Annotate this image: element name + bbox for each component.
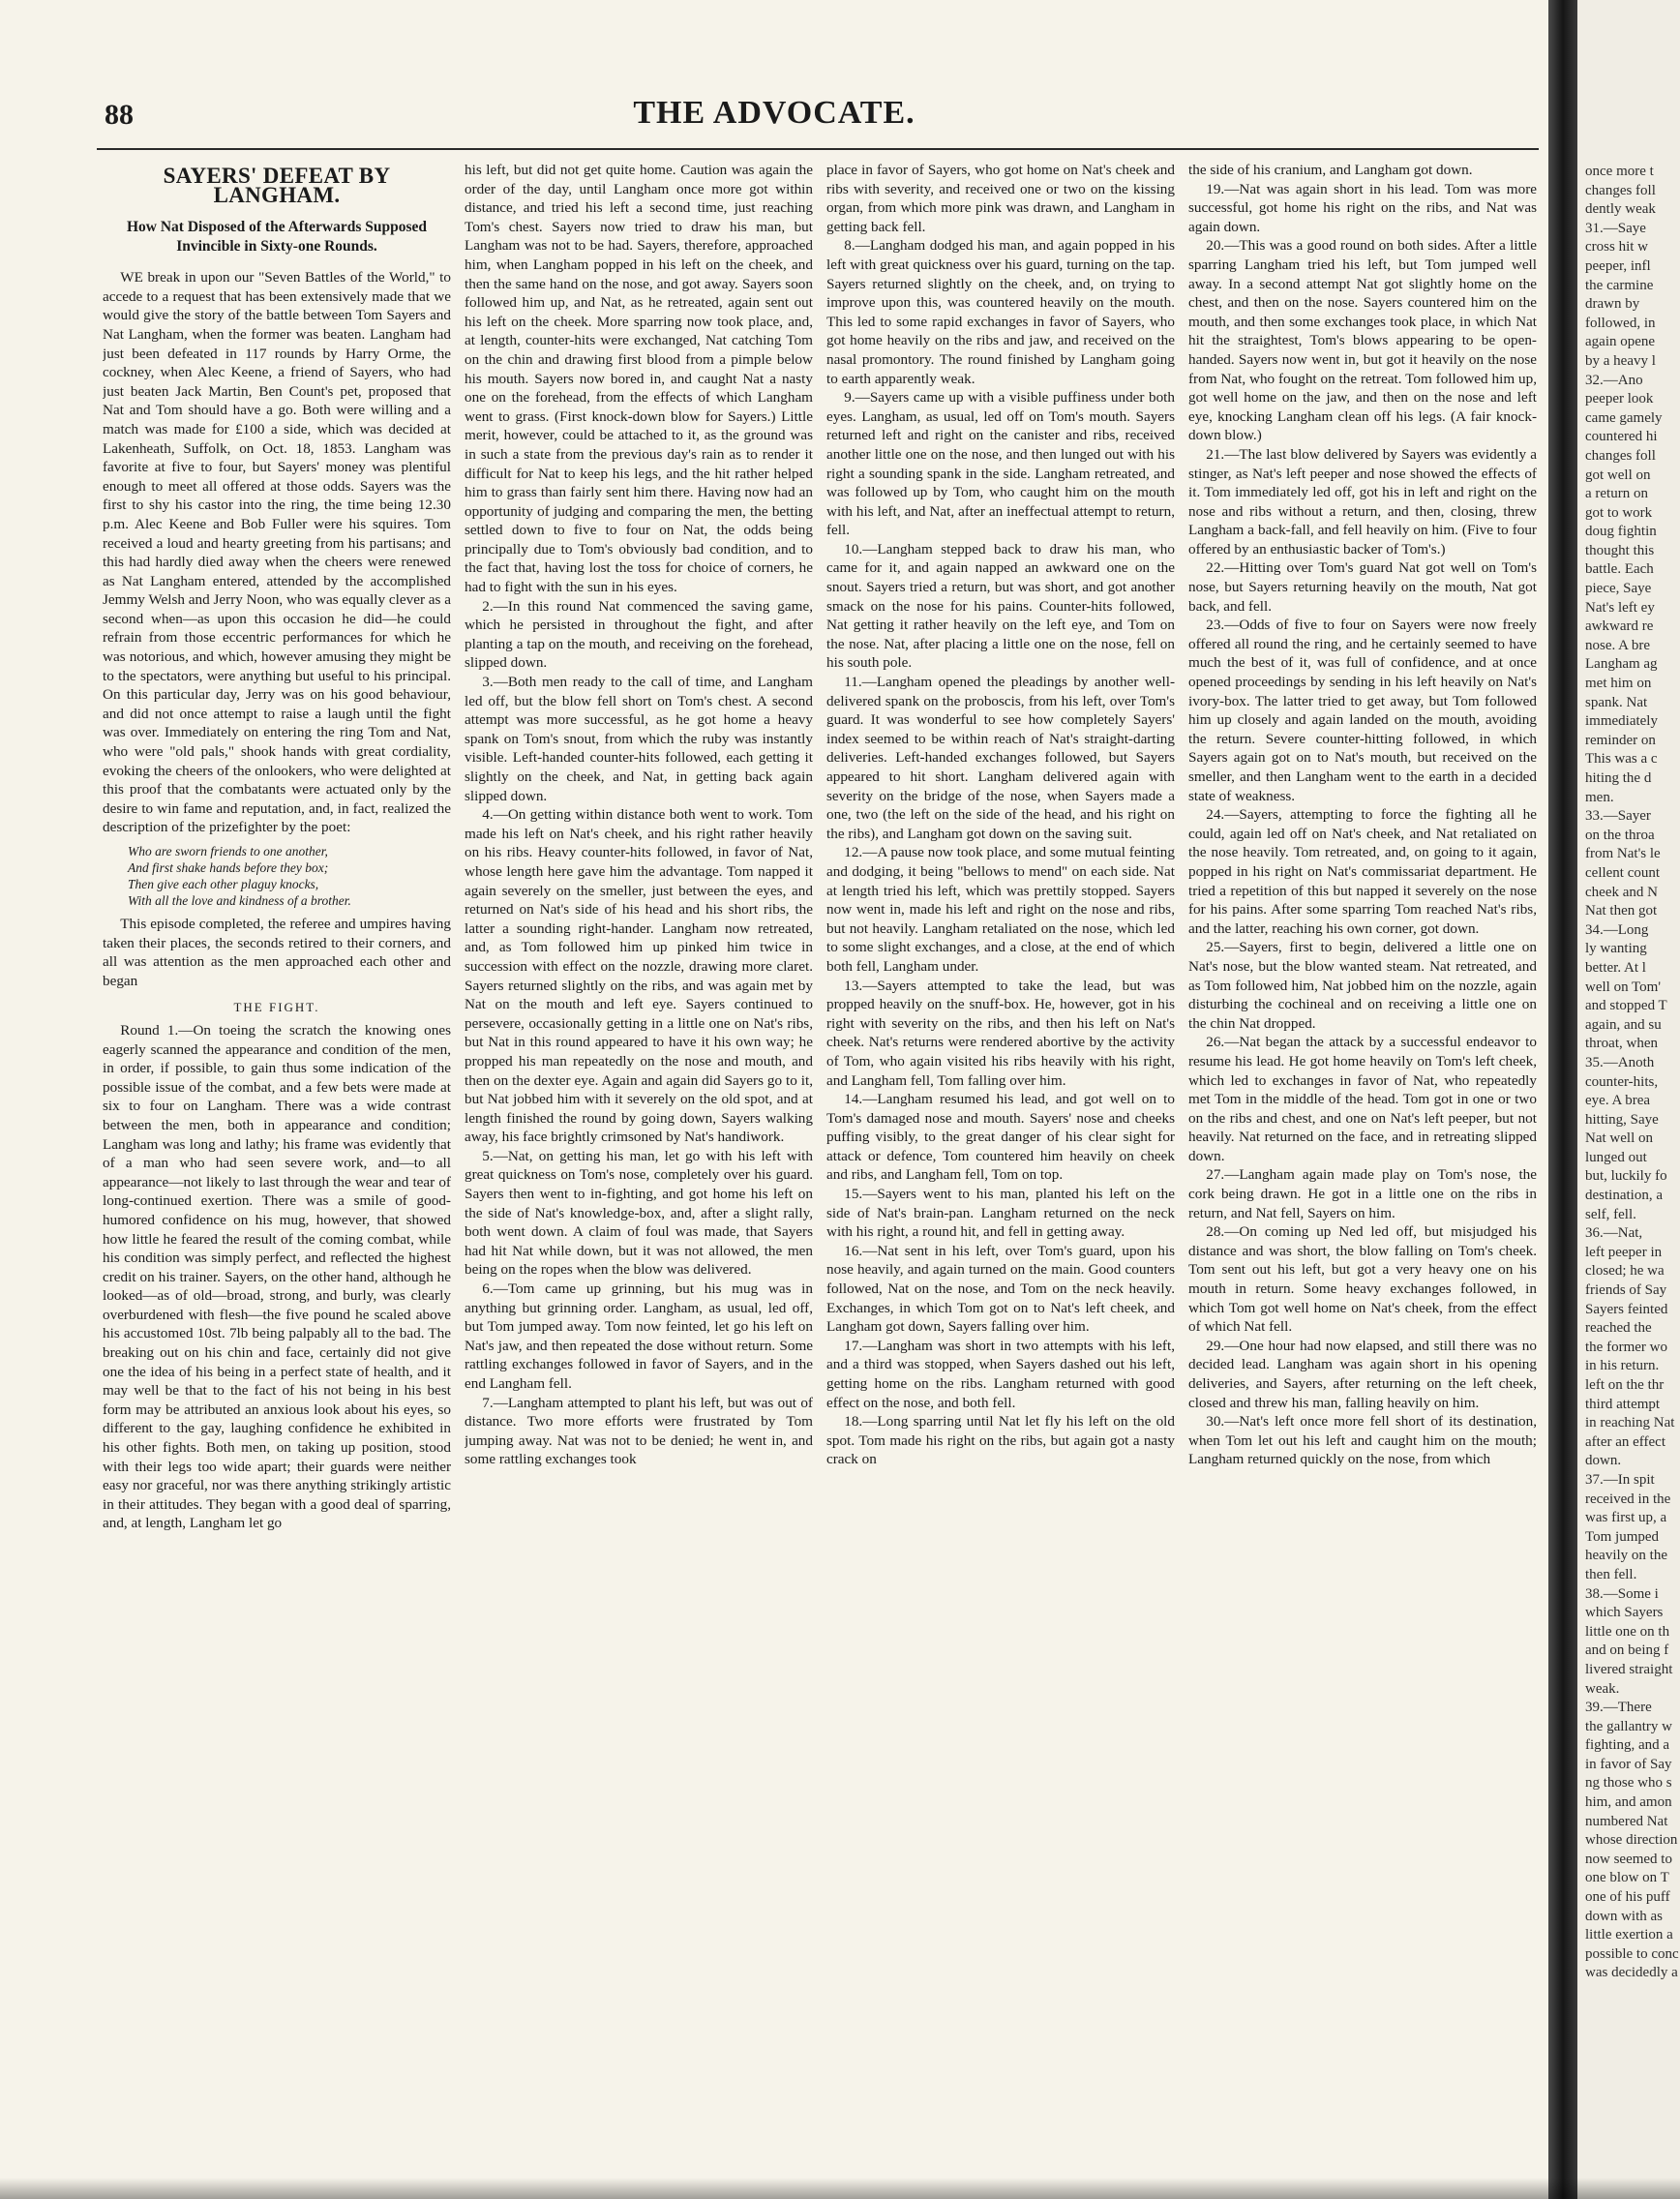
round-paragraph: 30.—Nat's left once more fell short of its destination, when Tom let out his left and caught him on the mouth; Langham returned quickly on the nose, from which — [1188, 1413, 1537, 1468]
round-paragraph: 4.—On getting within distance both went to work. Tom made his left on Nat's cheek, and his right rather heavily on his ribs. Heavy counter-hits followed, in favor of Nat, whose length here gave him the advantage. Tom napped it again severely on the smeller, just between the eyes, and returned on Nat's side of his head and his short ribs, the latter a sounding right-hander. Langham now retreated, and, as Tom followed him up pinked him twice in succession with effect on the nozzle, drawing more claret. Sayers returned slightly on the ribs, and was again met by Nat on the mouth and left eye. Sayers continued to persevere, occasionally getting in a little one on Nat's ribs, but Nat in this round appeared to have it his own way; he propped his man repeatedly on the nose and mouth, and then on the dexter eye. Again and again did Sayers go to it, but Nat jobbed him with it severely on the old spot, and at length finished the round by going down, Sayers walking away, his face brightly crimsoned by Nat's handiwork. — [465, 806, 813, 1146]
article-columns — [103, 161, 1539, 2154]
poem-line: Who are sworn friends to one another, — [128, 844, 328, 859]
fragment-line: met him on — [1585, 676, 1652, 692]
round-paragraph: 15.—Sayers went to his man, planted his left on the side of Nat's brain-pan. Langham returned on the neck with his right, a round hit, and fell in getting away. — [826, 1186, 1175, 1241]
fragment-line: awkward re — [1585, 618, 1654, 635]
fragment-line: lunged out — [1585, 1149, 1647, 1165]
fragment-line: 33.—Sayer — [1585, 808, 1651, 825]
fragment-line: dently weak — [1585, 201, 1656, 218]
fragment-line: ly wanting — [1585, 941, 1647, 957]
round-paragraph: 26.—Nat began the attack by a successful endeavor to resume his lead. He got home heavily on Tom's left cheek, which led to exchanges in favor of Nat, who repeatedly met Tom in the middle of the head. Tom got in one or two on the ribs and chest, and one on Nat's left peeper, but not heavily. Nat returned on the face, and in retreating slipped down. — [1188, 1034, 1537, 1164]
round-paragraph: 17.—Langham was short in two attempts with his left, and a third was stopped, when Sayers dashed out his left, getting home on the ribs. Langham returned with good effect on the nose, and both fell. — [826, 1337, 1175, 1411]
fragment-line: came gamely — [1585, 409, 1663, 426]
column-1 — [103, 161, 451, 2154]
fragment-line: cross hit w — [1585, 239, 1648, 256]
fragment-line: one blow on T — [1585, 1870, 1669, 1886]
fragment-line: 37.—In spit — [1585, 1471, 1655, 1488]
fragment-line: the carmine — [1585, 277, 1654, 293]
fragment-line: doug fightin — [1585, 524, 1657, 540]
fragment-line: spank. Nat — [1585, 694, 1648, 710]
round-paragraph: 14.—Langham resumed his lead, and got well on to Tom's damaged nose and mouth. Sayers' nose and cheeks puffing visibly, to the great danger of his clear sight for attack or defence, Tom countered him heavily on cheek and ribs, and Langham fell, Tom on top. — [826, 1091, 1175, 1184]
paragraph: This episode completed, the referee and umpires having taken their places, the seconds retired to their corners, and all was attention as the men approached each other and began — [103, 916, 451, 989]
round-paragraph: 25.—Sayers, first to begin, delivered a little one on Nat's nose, but the blow wanted steam. Nat retreated, and as Tom followed him, Nat jobbed him on the nozzle, again disturbing the cochineal and on receiving a little one on the chin Nat dropped. — [1188, 939, 1537, 1032]
fragment-line: numbered Nat — [1585, 1813, 1668, 1829]
fragment-line: then fell. — [1585, 1566, 1637, 1582]
page-number: 88 — [105, 99, 134, 131]
column-4 — [1188, 161, 1537, 2154]
round-paragraph: 8.—Langham dodged his man, and again popped in his left with great quickness over his guard, turning on the tap. Sayers returned slightly on the cheek, and, on trying to improve upon this, was countered heavily on the mouth. This led to some rapid exchanges in favor of Sayers, who got home heavily on the ribs and jaw, and received on the nasal promontory. The round finished by Langham going to earth apparently weak. — [826, 237, 1175, 387]
fragment-line: eye. A brea — [1585, 1093, 1651, 1109]
fragment-line: but, luckily fo — [1585, 1168, 1667, 1185]
fragment-line: 38.—Some i — [1585, 1585, 1659, 1602]
round-paragraph: 6.—Tom came up grinning, but his mug was in anything but grinning order. Langham, as usual, led off, but Tom jumped away. Tom now feinted, let go his left on Nat's jaw, and then repeated the dose without return. Some rattling exchanges followed in favor of Sayers, and in the end Langham fell. — [465, 1280, 813, 1392]
round-paragraph: 29.—One hour had now elapsed, and still there was no decided lead. Langham was again short in his opening deliveries, and Sayers, after returning on the left cheek, closed and threw his man, falling heavily on him. — [1188, 1337, 1537, 1411]
fragment-line: drawn by — [1585, 296, 1640, 313]
fragment-line: immediately — [1585, 713, 1658, 730]
poem-line: And first shake hands before they box; — [128, 860, 329, 875]
fragment-line: the gallantry w — [1585, 1718, 1672, 1734]
fragment-line: little one on th — [1585, 1623, 1670, 1640]
fragment-line: received in the — [1585, 1491, 1671, 1507]
fragment-line: reminder on — [1585, 732, 1656, 748]
fragment-line: from Nat's le — [1585, 846, 1661, 862]
fragment-line: Nat then got — [1585, 903, 1658, 919]
poem-quote — [128, 843, 451, 909]
fragment-line: better. At l — [1585, 959, 1646, 976]
fragment-line: friends of Say — [1585, 1282, 1667, 1299]
fragment-line: got to work — [1585, 504, 1653, 521]
fragment-line: in his return. — [1585, 1358, 1660, 1374]
fragment-line: after an effect — [1585, 1433, 1665, 1450]
fragment-line: 32.—Ano — [1585, 372, 1643, 388]
fragment-line: ng those who s — [1585, 1775, 1672, 1792]
round-paragraph: 2.—In this round Nat commenced the saving game, which he persisted in throughout the fight, and after planting a tap on the mouth, and receiving on the forehead, slipped down. — [465, 597, 813, 672]
fragment-line: 34.—Long — [1585, 921, 1649, 938]
fragment-line: closed; he wa — [1585, 1263, 1665, 1280]
fragment-line: one of his puff — [1585, 1889, 1670, 1906]
fragment-line: Sayers feinted — [1585, 1301, 1668, 1317]
fragment-line: well on Tom' — [1585, 979, 1662, 995]
fragment-line: heavily on the — [1585, 1548, 1667, 1564]
fragment-line: battle. Each — [1585, 561, 1654, 578]
fragment-line: nose. A bre — [1585, 637, 1651, 653]
fragment-line: counter-hits, — [1585, 1073, 1659, 1090]
fragment-line: in favor of Say — [1585, 1756, 1672, 1772]
round-paragraph: 3.—Both men ready to the call of time, and Langham led off, but the blow fell short on Tom's chest. A second attempt was more successful, as he got home a heavy spank on Tom's snout, from which the ruby was instantly visible. Left-handed counter-hits followed, each getting it slightly on the cheek, and Nat, in getting back again slipped down. — [465, 674, 813, 804]
fragment-line: again, and su — [1585, 1016, 1662, 1033]
fragment-line: Tom jumped — [1585, 1528, 1660, 1545]
fragment-line: cellent count — [1585, 864, 1661, 881]
fragment-line: livered straight — [1585, 1661, 1673, 1677]
round-paragraph: 23.—Odds of five to four on Sayers were now freely offered all round the ring, and he certainly seemed to have much the best of it, was full of confidence, and at once opened proceedings by sending in his left heavily on Nat's ivory-box. The latter tried to get away, but Tom followed him up closely and again landed on the mouth, avoiding the return. Severe counter-hitting followed, in which Sayers again got on to Nat's mouth, but received on the smeller, and then Langham went to the earth in a decided state of weakness. — [1188, 617, 1537, 804]
fragment-line: Nat well on — [1585, 1130, 1653, 1147]
fragment-line: Nat's left ey — [1585, 599, 1655, 616]
fragment-line: possible to conc — [1585, 1945, 1679, 1962]
fragment-line: followed, in — [1585, 315, 1656, 331]
book-gutter — [1548, 0, 1577, 2199]
fragment-line: peeper look — [1585, 391, 1654, 407]
page-edge-shadow — [0, 2178, 1680, 2199]
round-paragraph: 11.—Langham opened the pleadings by another well-delivered spank on the proboscis, from his left, over Tom's guard. It was wonderful to see how completely Sayers' index seemed to be within reach of Nat's straight-darting deliveries. Left-handed exchanges followed, but Sayers appeared to hit short. Langham delivered again with severity on the bridge of the nose, when Sayers made a one, two (the left on the side of the head, and his right on the ribs), and Langham got down on the saving suit. — [826, 674, 1175, 842]
fragment-line: was decidedly a — [1585, 1965, 1678, 1981]
round-paragraph: 24.—Sayers, attempting to force the fighting all he could, again led off on Nat's cheek, and Nat retaliated on the nose heavily. Tom retreated, and, on going to it again, popped in his right on Nat's commissariat department. He tried a repetition of this but napped it severely on the nose for his pains. After some sparring Tom reached Nat's ribs, and the latter, reaching his own corner, got down. — [1188, 806, 1537, 937]
fragment-line: piece, Saye — [1585, 581, 1652, 597]
round-paragraph: 16.—Nat sent in his left, over Tom's guard, upon his nose heavily, and again turned on the main. Good counters followed, Nat on the nose, and Tom on the neck heavily. Exchanges, in which Tom got on to Nat's left cheek, and Langham got down, Sayers falling over him. — [826, 1242, 1175, 1336]
fragment-line: left peeper in — [1585, 1244, 1663, 1260]
column-2 — [465, 161, 813, 2154]
fragment-line: thought this — [1585, 542, 1655, 558]
fragment-line: once more t — [1585, 164, 1654, 179]
fragment-line: him, and amon — [1585, 1794, 1672, 1811]
fragment-line: little exertion a — [1585, 1927, 1673, 1943]
fragment-line: and on being f — [1585, 1642, 1669, 1659]
fragment-line: down. — [1585, 1453, 1622, 1469]
fragment-line: changes foll — [1585, 447, 1656, 464]
fragment-line: by a heavy l — [1585, 352, 1656, 369]
fragment-line: on the throa — [1585, 827, 1655, 843]
round-paragraph: 19.—Nat was again short in his lead. Tom was more successful, got home his right on the ribs, and Nat was again down. — [1188, 180, 1537, 235]
fragment-line: whose direction — [1585, 1832, 1678, 1849]
fragment-line: hiting the d — [1585, 770, 1652, 786]
fragment-line: countered hi — [1585, 429, 1658, 445]
article-subhead: How Nat Disposed of the Afterwards Supposed Invincible in Sixty-one Rounds. — [126, 219, 428, 256]
fragment-line: the former wo — [1585, 1339, 1667, 1355]
fragment-line: 39.—There — [1585, 1700, 1652, 1716]
facing-page-text — [1585, 163, 1680, 1983]
round-paragraph: 20.—This was a good round on both sides. After a little sparring Langham tried his left, but Tom jumped well away. In a second attempt Nat got slightly home on the chest, and then on the nose. Sayers countered him on the mouth, and then some exchanges took place, in which Nat hit the straightest, Tom's blows appearing to be open-handed. Sayers now went in, but got it heavily on the nose from Nat, who fought on the retreat. Tom followed him up, got well home on the jaw, and then on the nose and left eye, knocking Langham clean off his legs. (A fair knock-down blow.) — [1188, 237, 1537, 444]
fragment-line: peeper, infl — [1585, 257, 1651, 274]
fragment-line: 31.—Saye — [1585, 220, 1646, 236]
fragment-line: got well on — [1585, 467, 1651, 483]
fragment-line: now seemed to — [1585, 1851, 1672, 1867]
section-title: THE FIGHT. — [233, 1000, 320, 1015]
round-paragraph: 22.—Hitting over Tom's guard Nat got well on Tom's nose, but Sayers returning heavily on the mouth, Nat got back, and fell. — [1188, 559, 1537, 615]
fragment-line: reached the — [1585, 1320, 1652, 1337]
fragment-line: men. — [1585, 789, 1614, 805]
fragment-line: 35.—Anoth — [1585, 1054, 1655, 1070]
fragment-line: left on the thr — [1585, 1377, 1665, 1393]
round-paragraph: 21.—The last blow delivered by Sayers was evidently a stinger, as Nat's left peeper and nose showed the effects of it. Tom immediately led off, got his in left and right on the nose and ribs without a return, and then, closing, threw Langham a back-fall, and fell heavily on him. (Five to four offered by an enthusiastic backer of Tom's.) — [1188, 445, 1537, 557]
round-paragraph: 27.—Langham again made play on Tom's nose, the cork being drawn. He got in a little one on the ribs in return, and Nat fell, Sayers on him. — [1188, 1166, 1537, 1221]
fragment-line: a return on — [1585, 486, 1648, 502]
fragment-line: weak. — [1585, 1680, 1620, 1697]
poem-line: Then give each other plaguy knocks, — [128, 877, 319, 891]
fragment-line: third attempt — [1585, 1396, 1661, 1412]
fragment-line: cheek and N — [1585, 884, 1658, 900]
paragraph: place in favor of Sayers, who got home on Nat's cheek and ribs with severity, and received one or two on the kissing organ, from which more pink was drawn, and Langham in getting back fell. — [826, 162, 1175, 235]
column-3 — [826, 161, 1175, 2154]
article-headline: SAYERS' DEFEAT BY LANGHAM. — [163, 164, 391, 207]
paragraph: the side of his cranium, and Langham got down. — [1188, 162, 1473, 178]
fragment-line: This was a c — [1585, 751, 1658, 768]
round-paragraph: 18.—Long sparring until Nat let fly his left on the old spot. Tom made his right on the ribs, but again got a nasty crack on — [826, 1413, 1175, 1468]
round-paragraph: 13.—Sayers attempted to take the lead, but was propped heavily on the snuff-box. He, however, got in his right with severity on the ribs, and then his left on Nat's cheek. Nat's returns were rendered abortive by the activity of Tom, who again visited his ribs heavily with his right, and Langham fell, Tom falling over him. — [826, 977, 1175, 1089]
fragment-line: which Sayers — [1585, 1605, 1664, 1621]
round-paragraph: 9.—Sayers came up with a visible puffiness under both eyes. Langham, as usual, led off on Tom's mouth. Sayers returned left and right on the canister and ribs, received another little one on the nose, and then lunged out with his right a sounding spank in the side. Langham retreated, and was followed up by Tom, who caught him on the mouth with his left, and Nat, after an ineffectual attempt to return, fell. — [826, 389, 1175, 539]
fragment-line: again opene — [1585, 334, 1656, 350]
fragment-line: destination, a — [1585, 1188, 1663, 1204]
paragraph: his left, but did not get quite home. Caution was again the order of the day, until Langham once more got within distance, and tried his left a second time, just reaching Tom's chest. Sayers now tried to draw his man, but Langham was not to be had. Sayers, therefore, approached him, when Langham popped in his left on the cheek, and then the same hand on the nose, and got away. Sayers soon followed him up, and Nat, as he retreated, again sent out his left on the cheek. More sparring now took place, and, at length, counter-hits were exchanged, Nat catching Tom on the chin and drawing first blood from a pimple below his mouth. Sayers now bored in, and caught Nat a nasty one on the forehead, from the effects of which Langham went to grass. (First knock-down blow for Sayers.) Little merit, however, could be attached to it, as the ground was in such a state from the previous day's rain as to render it difficult for Nat to keep his legs, and the hit rather helped him to grass than fairly sent him there. Having now had an opportunity of judging and comparing the men, the betting settled down to five to four on Nat, the odds being principally due to Tom's obviously bad condition, and to the fact that, having lost the toss for choice of corners, he had to fight with the sun in his eyes. — [465, 162, 813, 596]
intro-paragraph: WE break in upon our "Seven Battles of the World," to accede to a request that has been extensively made that we would give the story of the battle between Tom Sayers and Nat Langham, when the former was beaten. Langham had just been defeated in 117 rounds by Harry Orme, the cockney, when Alec Keene, a friend of Sayers, who had just beaten Jack Martin, Ben Count's pet, proposed that Nat and Tom should have a go. Both were willing and a match was made for £100 a side, which was decided at Lakenheath, Suffolk, on Oct. 18, 1853. Langham was favorite at five to four, but Sayers' money was plentiful enough to meet all offered at those odds. Sayers was the first to shy his castor into the ring, the time being 12.30 p.m. Alec Keene and Bob Fuller were his squires. Tom received a loud and hearty greeting from his partisans; and this had hardly died away when the cheers were renewed as Nat Langham entered, attended by the accomplished Jemmy Welsh and Jerry Noon, who was equally clever as a second when—as upon this occasion he did—he could refrain from those eccentric performances for which he was notorious, and which, however amusing they might be to the spectators, were anything but useful to his principal. On this particular day, Jerry was on his good behaviour, and did not once attempt to raise a laugh until the fight was over. Immediately on entering the ring Tom and Nat, who were "old pals," shook hands with great cordiality, evoking the cheers of the onlookers, who were delighted at this proof that the combatants were actuated only by the desire to win fame and reputation, and, in fact, realized the description of the prizefighter by the poet: — [103, 269, 451, 836]
masthead-title: THE ADVOCATE. — [633, 95, 915, 131]
fragment-line: was first up, a — [1585, 1510, 1667, 1526]
fragment-line: changes foll — [1585, 182, 1656, 198]
fragment-line: 36.—Nat, — [1585, 1225, 1643, 1242]
fragment-line: throat, when — [1585, 1036, 1658, 1052]
fragment-line: fighting, and a — [1585, 1737, 1670, 1754]
round-paragraph: 12.—A pause now took place, and some mutual feinting and dodging, it being "bellows to mend" on each side. Nat at length tried his left, which was prettily stopped. Sayers now went in, made his left and right on the nose and ribs, but not heavily. Langham retaliated on the nose, which led to some slight exchanges, and a close, at the end of which both fell, Langham under. — [826, 844, 1175, 975]
fragment-line: down with as — [1585, 1908, 1663, 1924]
round-paragraph: Round 1.—On toeing the scratch the knowing ones eagerly scanned the appearance and condition of the men, in order, if possible, to gain thus some indication of the possible issue of the combat, and a few bets were made at six to four on Langham. There was a wide contrast between the men, both in appearance and condition; Langham was long and lathy; his frame was evidently that of a man who had seen severe work, and—to all appearance—not likely to last through the wear and tear of long-continued exertion. There was a smile of good-humored confidence on his mug, however, that showed how little he feared the result of the coming combat, while his condition was simply perfect, and reflected the highest credit on his trainer. Sayers, on the other hand, although he looked—as of old—broad, strong, and burly, was clearly overburdened with flesh—the five pound he scaled above his accustomed 10st. 7lb being palpably all to the bad. The breaking out on his chin and face, certainly did not give one the idea of his being in a perfect state of health, and it may well be that to the fact of his not being in his best form may be attributed an anxious look about his eyes, so different to the gay, laughing confidence he exhibited in his other fights. Both men, on taking up position, stood with their legs too wide apart; their guards were neither easy nor graceful, nor was there anything strikingly artistic in their attitudes. They began with a good deal of sparring, and, at length, Langham let go — [103, 1021, 451, 1532]
fragment-line: hitting, Saye — [1585, 1111, 1659, 1128]
facing-page-fragment — [1577, 0, 1680, 2199]
round-paragraph: 28.—On coming up Ned led off, but misjudged his distance and was short, the blow falling on Tom's cheek. Tom sent out his left, but got a very heavy one on his mouth in return. Some heavy exchanges followed, in which Tom got well home on Nat's cheek, from the effect of which Nat fell. — [1188, 1223, 1537, 1336]
header-rule — [97, 148, 1539, 150]
fragment-line: Langham ag — [1585, 656, 1658, 673]
round-paragraph: 5.—Nat, on getting his man, let go with his left with great quickness on Tom's nose, completely over his guard. Sayers then went to in-fighting, and got home his left on the side of Nat's knowledge-box, and, after a slight rally, both went down. A claim of foul was made, that Sayers had hit Nat while down, but it was not allowed, the men being on the ropes when the blow was delivered. — [465, 1147, 813, 1279]
round-paragraph: 7.—Langham attempted to plant his left, but was out of distance. Two more efforts were frustrated by Tom jumping away. Nat was not to be denied; he went in, and some rattling exchanges took — [465, 1394, 813, 1468]
fragment-line: self, fell. — [1585, 1206, 1636, 1222]
poem-line: With all the love and kindness of a brother. — [128, 893, 351, 908]
fragment-line: and stopped T — [1585, 998, 1667, 1014]
fragment-line: in reaching Nat — [1585, 1415, 1675, 1431]
round-paragraph: 10.—Langham stepped back to draw his man, who came for it, and again napped an awkward one on the snout. Sayers tried a return, but was short, and got another smack on the nose for his pains. Counter-hits followed, Nat getting it rather heavily on the left eye, and Tom on the nose. Nat, after placing a little one on the nose, fell on his south pole. — [826, 540, 1175, 672]
